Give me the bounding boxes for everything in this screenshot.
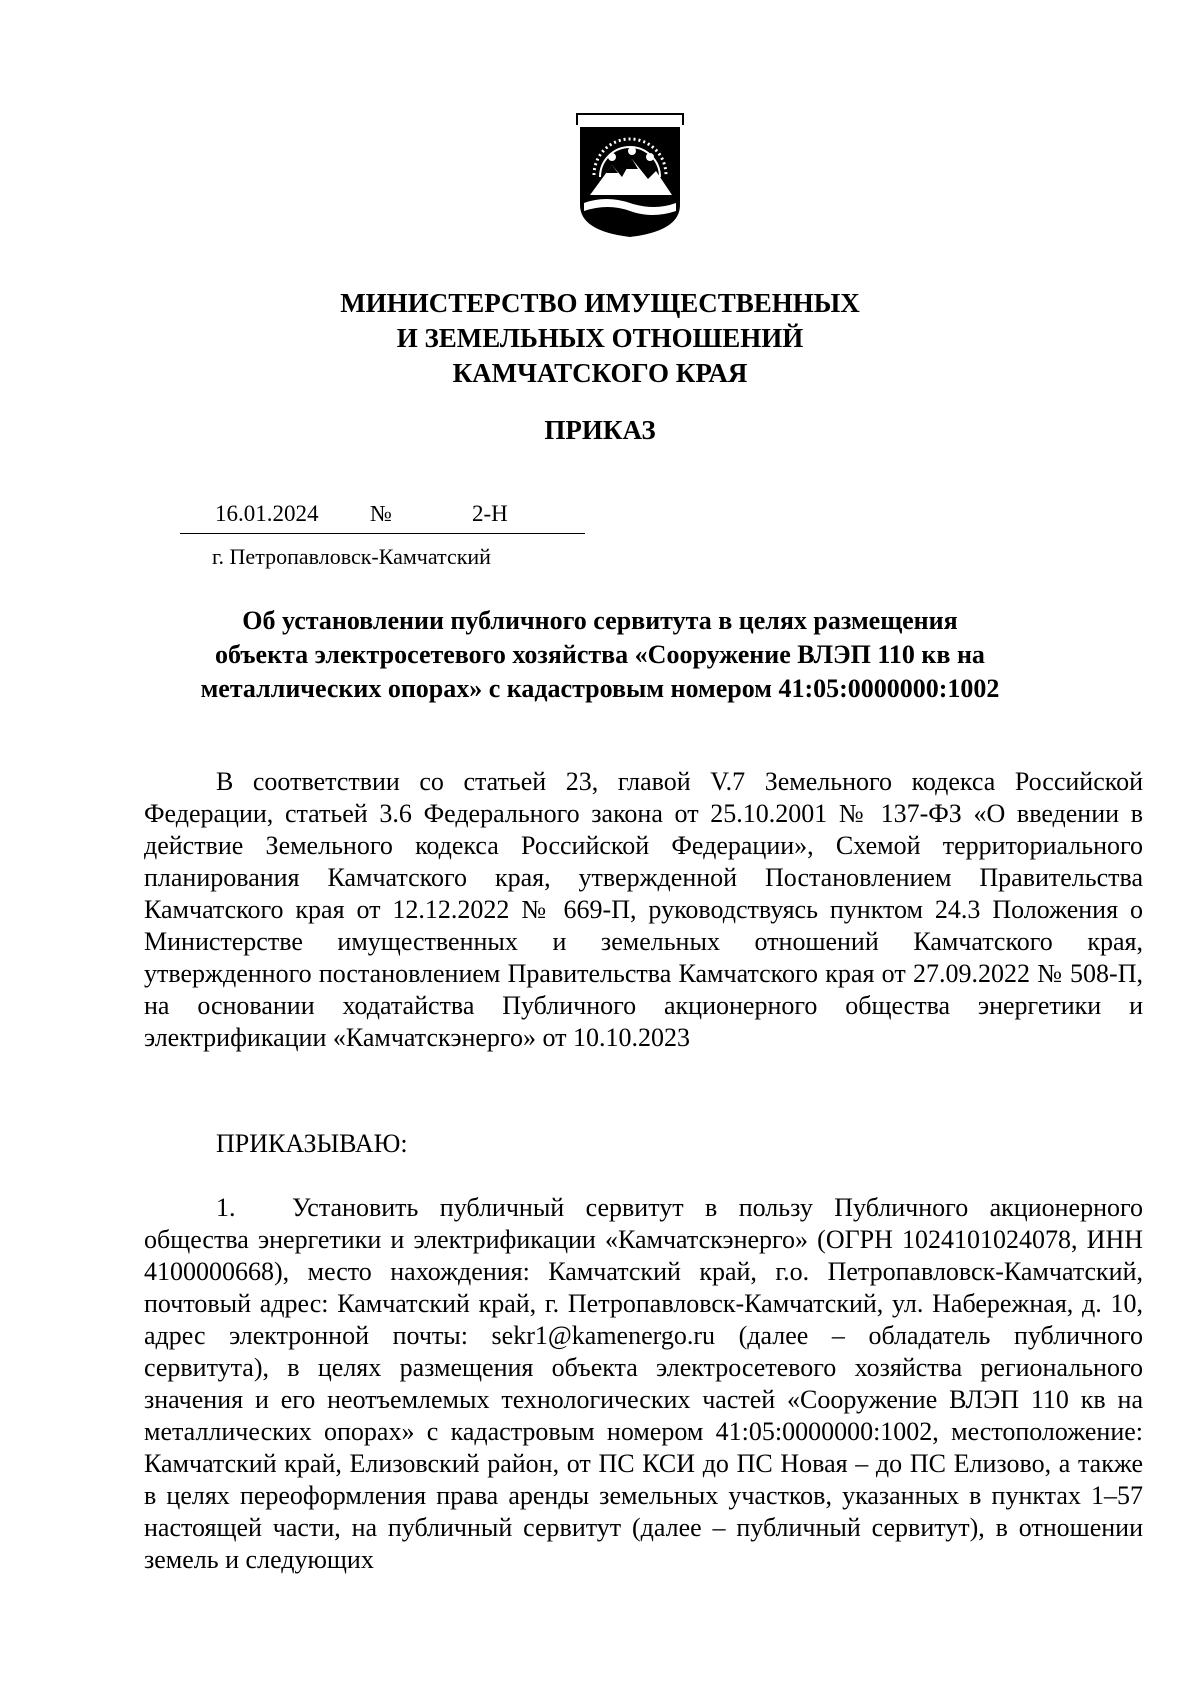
organization-name (0, 286, 1200, 391)
document-number: 2-Н (472, 501, 508, 526)
date-number-line (180, 499, 585, 534)
org-name-line-1: МИНИСТЕРСТВО ИМУЩЕСТВЕННЫХ (340, 288, 860, 318)
org-name-line-3: КАМЧАТСКОГО КРАЯ (452, 358, 748, 388)
item-1-paragraph (144, 1192, 1143, 1576)
item-1-number: 1. (216, 1193, 236, 1222)
document-date: 16.01.2024 (215, 501, 319, 526)
preamble-paragraph: В соответствии со статьей 23, главой V.7 Земельного кодекса Российской Федерации, статьей 3.6 Федерального закона от 25.10.2001 № 137-ФЗ «О введении в действие Земельного кодекса Российской Федерации», Схемой территориального планирования Камчатского края, утвержденной Постановлением Правительства Камчатского края от 12.12.2022 № 669-П, руководствуясь пунктом 24.3 Положения о Министерстве имущественных и земельных отношений Камчатского края, утвержденного постановлением Правительства Камчатского края от 27.09.2022 № 508-П, на основании ходатайства Публичного акционерного общества энергетики и электрификации «Камчатскэнерго» от 10.10.2023 (144, 767, 1143, 1052)
subject-line-3: металлических опорах» с кадастровым номером 41:05:0000000:1002 (200, 674, 1000, 703)
kamchatka-coat-of-arms-icon (576, 113, 684, 239)
org-name-line-2: И ЗЕМЕЛЬНЫХ ОТНОШЕНИЙ (396, 323, 804, 353)
document-type: ПРИКАЗ (544, 415, 656, 445)
issue-city: г. Петропавловск-Камчатский (212, 544, 491, 569)
item-1-text: Установить публичный сервитут в пользу Публичного акционерного общества энергетики и электрификации «Камчатскэнерго» (ОГРН 1024101024078, ИНН 4100000668), место нахождения: Камчатский край, г.о. Петропавловск-Камчатский, почтовый адрес: Камчатский край, г. Петропавловск-Камчатский, ул. Набережная, д. 10, адрес электронной почты: sekr1@kamenergo.ru (далее – обладатель публичного сервитута), в целях размещения объекта электросетевого хозяйства регионального значения и его неотъемлемых технологических частей «Сооружение ВЛЭП 110 кв на металлических опорах» с кадастровым номером 41:05:0000000:1002, местоположение: Камчатский край, Елизовский район, от ПС КСИ до ПС Новая – до ПС Елизово, а также в целях переоформления права аренды земельных участков, указанных в пунктах 1–57 настоящей части, на публичный сервитут (далее – публичный сервитут), в отношении земель и следующих (144, 1193, 1143, 1574)
document-subject (0, 604, 1200, 706)
subject-line-2: объекта электросетевого хозяйства «Сооружение ВЛЭП 110 кв на (215, 640, 985, 669)
number-sign: № (370, 501, 392, 526)
order-heading: ПРИКАЗЫВАЮ: (216, 1129, 408, 1158)
subject-line-1: Об установлении публичного сервитута в целях размещения (242, 606, 958, 635)
